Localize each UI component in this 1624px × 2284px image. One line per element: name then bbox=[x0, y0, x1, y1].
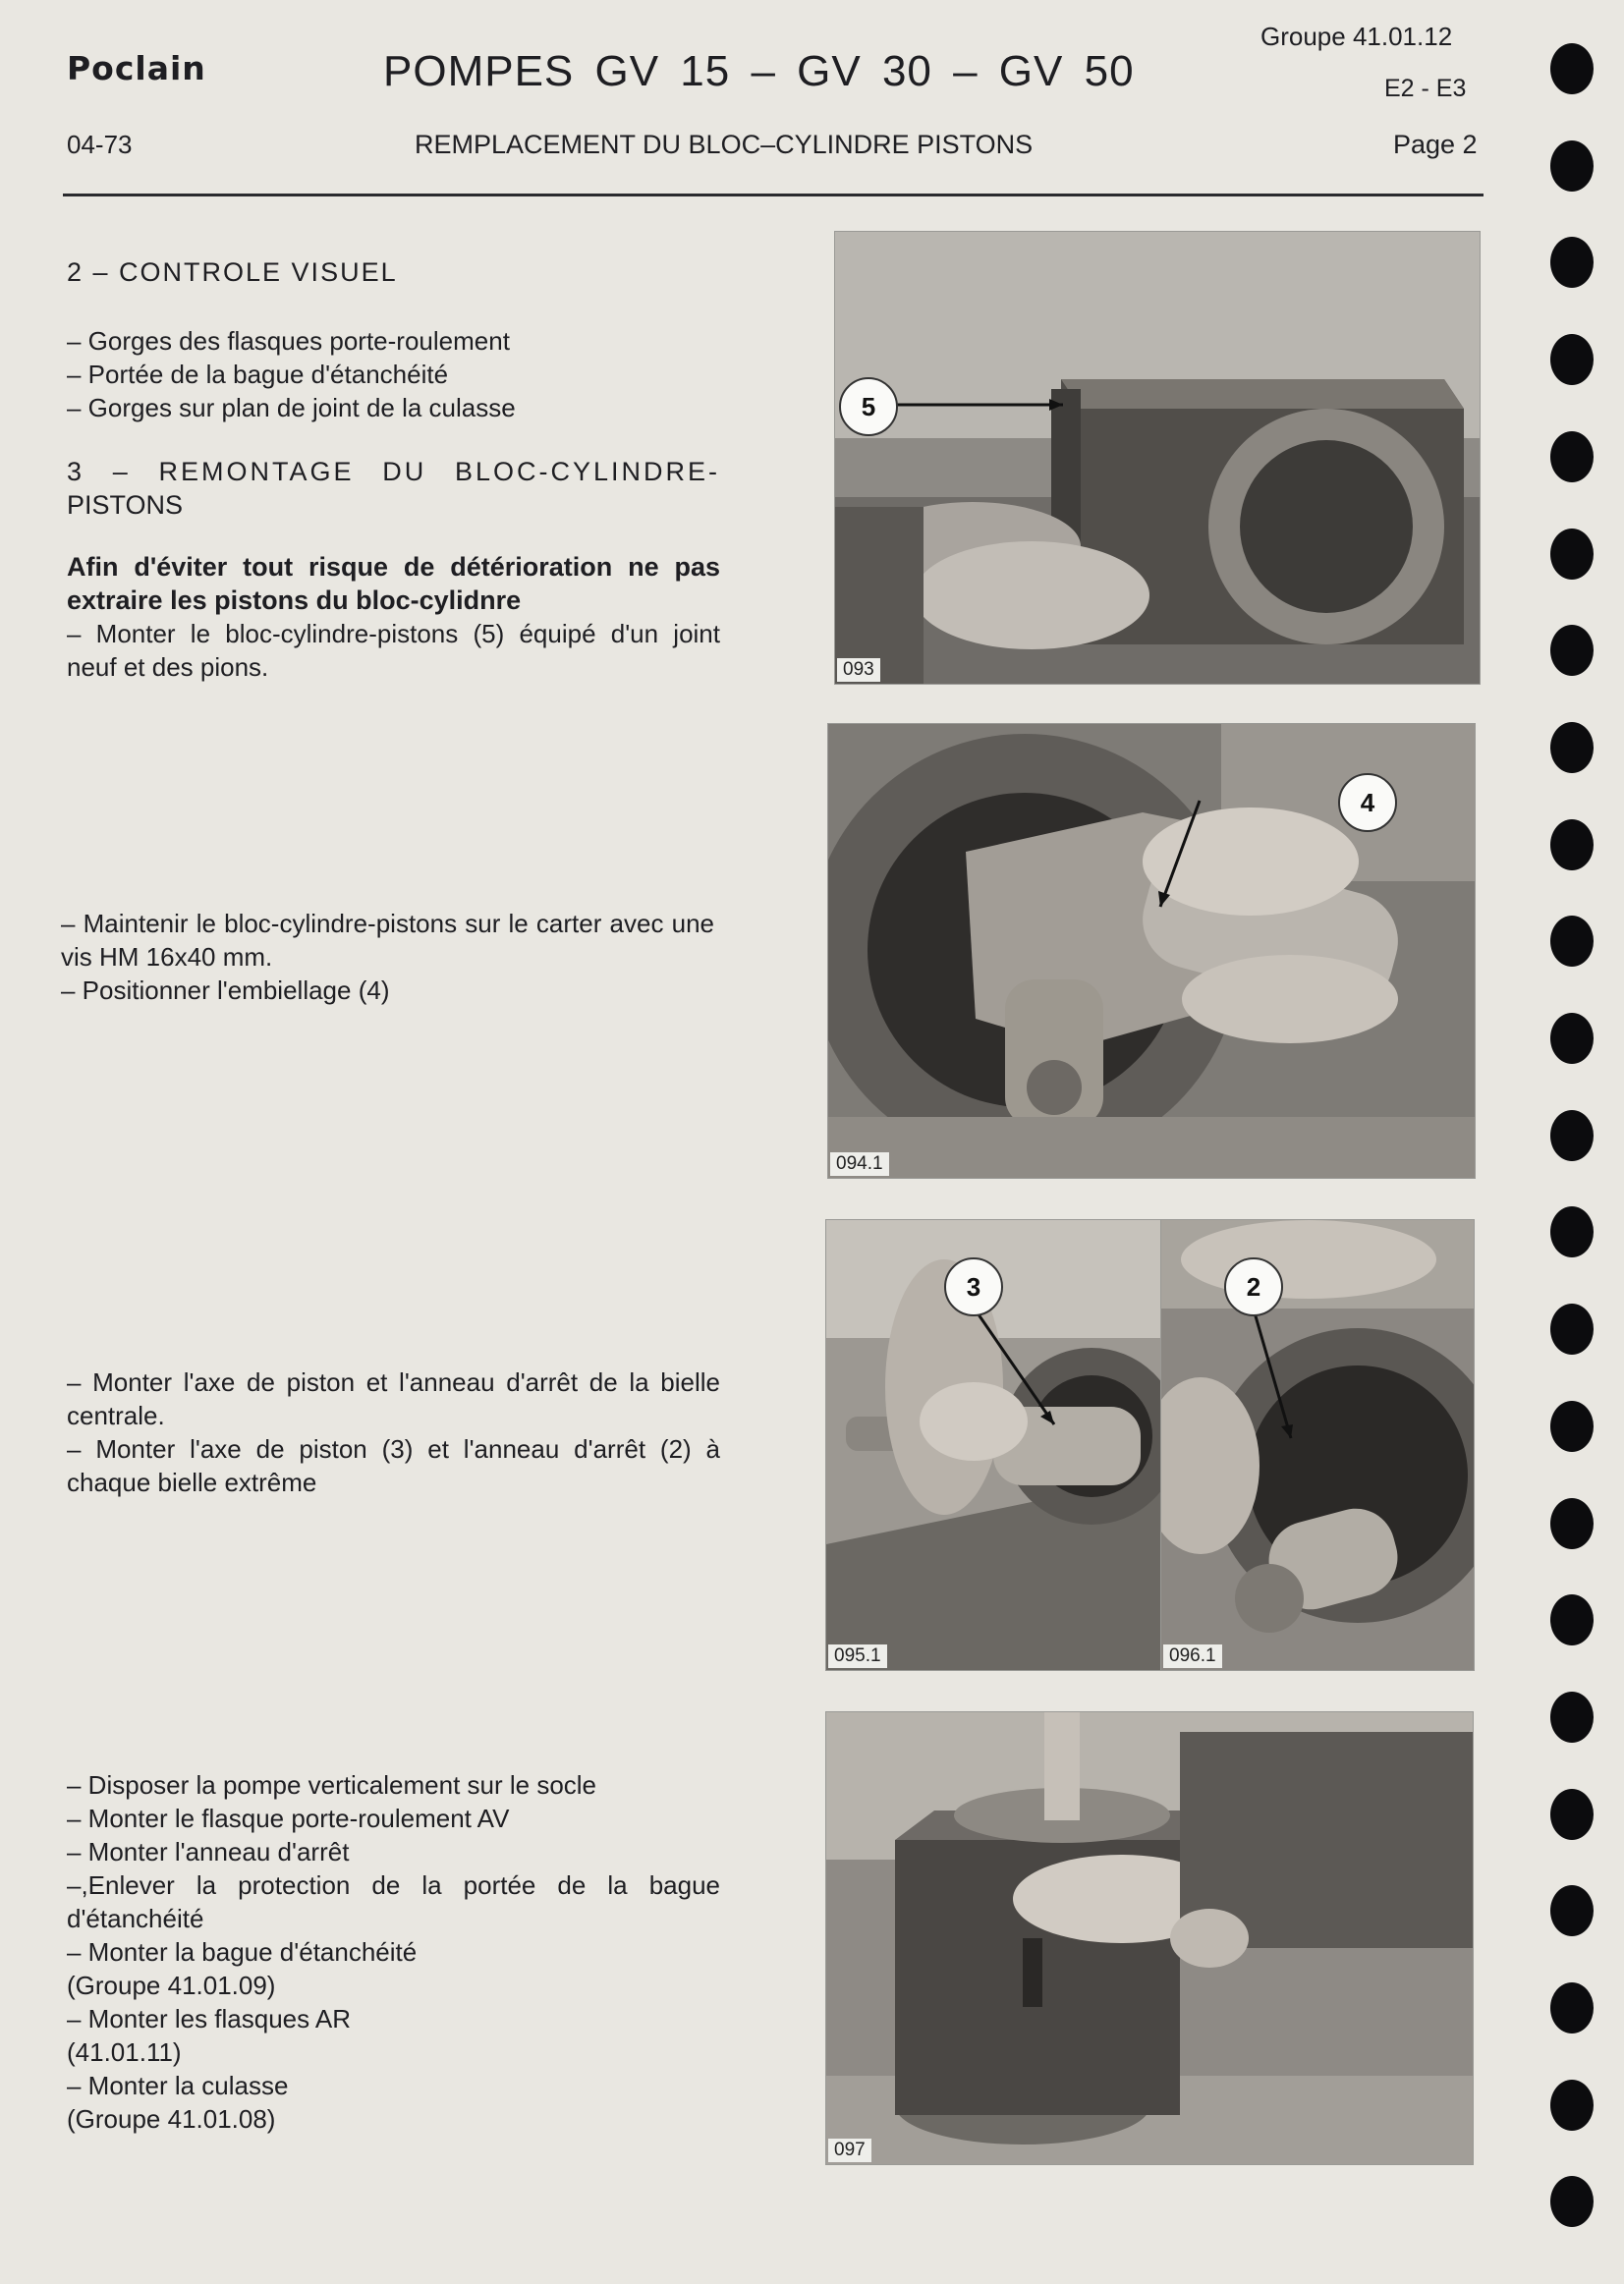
binding-hole bbox=[1550, 1789, 1594, 1840]
binding-hole bbox=[1550, 1110, 1594, 1161]
list-item: (Groupe 41.01.08) bbox=[67, 2104, 276, 2134]
binding-hole bbox=[1550, 2176, 1594, 2227]
document-title: POMPES GV 15 – GV 30 – GV 50 bbox=[383, 47, 1135, 95]
photo-code: 094.1 bbox=[830, 1152, 889, 1176]
binding-hole bbox=[1550, 1304, 1594, 1355]
instructions-block-3 bbox=[67, 1365, 720, 1499]
list-item: (Groupe 41.01.09) bbox=[67, 1971, 276, 2000]
list-item: – Gorges des flasques porte-roulement bbox=[67, 326, 510, 356]
binding-hole bbox=[1550, 1498, 1594, 1549]
document-date: 04-73 bbox=[67, 130, 133, 159]
photo-code: 097 bbox=[828, 2139, 871, 2162]
warning-text: Afin d'éviter tout risque de détérioration ne pas extraire les pistons du bloc-cylidnre bbox=[67, 552, 720, 615]
model-codes: E2 - E3 bbox=[1384, 75, 1467, 102]
photo-code: 096.1 bbox=[1163, 1644, 1222, 1668]
instructions-block-4 bbox=[67, 1768, 720, 2136]
binding-hole bbox=[1550, 1692, 1594, 1743]
callout-4: 4 bbox=[1338, 773, 1397, 832]
section-3-title-line2: PISTONS bbox=[67, 490, 184, 520]
binding-hole bbox=[1550, 1594, 1594, 1645]
photo-094-1 bbox=[827, 723, 1476, 1179]
section-2-list bbox=[67, 324, 720, 424]
binding-hole bbox=[1550, 431, 1594, 482]
callout-5: 5 bbox=[839, 377, 898, 436]
list-item: – Gorges sur plan de joint de la culasse bbox=[67, 393, 516, 422]
list-item: – Maintenir le bloc-cylindre-pistons sur le carter avec une vis HM 16x40 mm. bbox=[61, 909, 714, 972]
binding-hole bbox=[1550, 1013, 1594, 1064]
callout-3: 3 bbox=[944, 1257, 1003, 1316]
list-item: – Portée de la bague d'étanchéité bbox=[67, 360, 449, 389]
binding-hole bbox=[1550, 237, 1594, 288]
list-item: –,Enlever la protection de la portée de la bague d'étanchéité bbox=[67, 1870, 720, 1933]
binding-hole bbox=[1550, 916, 1594, 967]
binding-hole bbox=[1550, 43, 1594, 94]
section-2-title: 2 – CONTROLE VISUEL bbox=[67, 257, 398, 287]
instructions-block-2 bbox=[61, 907, 714, 1007]
section-3-title-line1: 3 – REMONTAGE DU BLOC-CYLINDRE- bbox=[67, 457, 720, 486]
list-item: – Monter la bague d'étanchéité bbox=[67, 1937, 418, 1967]
list-item: – Disposer la pompe verticalement sur le socle bbox=[67, 1770, 597, 1800]
photo-093 bbox=[834, 231, 1481, 685]
photo-096-1 bbox=[1160, 1219, 1475, 1671]
binding-hole bbox=[1550, 1885, 1594, 1936]
photo-code: 095.1 bbox=[828, 1644, 887, 1668]
binding-hole bbox=[1550, 819, 1594, 870]
binding-hole bbox=[1550, 722, 1594, 773]
photo-095-1 bbox=[825, 1219, 1161, 1671]
list-item: – Monter l'axe de piston (3) et l'anneau d'arrêt (2) à chaque bielle extrême bbox=[67, 1434, 720, 1497]
list-item: – Positionner l'embiellage (4) bbox=[61, 975, 390, 1005]
binding-hole bbox=[1550, 1982, 1594, 2033]
list-item: – Monter le flasque porte-roulement AV bbox=[67, 1804, 510, 1833]
binding-hole bbox=[1550, 2080, 1594, 2131]
binding-hole bbox=[1550, 529, 1594, 580]
page-number: Page 2 bbox=[1393, 130, 1478, 159]
binding-hole bbox=[1550, 1401, 1594, 1452]
list-item: – Monter les flasques AR bbox=[67, 2004, 352, 2033]
photo-097 bbox=[825, 1711, 1474, 2165]
list-item: (41.01.11) bbox=[67, 2037, 182, 2067]
document-subtitle: REMPLACEMENT DU BLOC–CYLINDRE PISTONS bbox=[415, 130, 1034, 159]
binding-hole bbox=[1550, 1206, 1594, 1257]
poclain-logo: Poclain bbox=[67, 49, 206, 87]
list-item: – Monter l'anneau d'arrêt bbox=[67, 1837, 350, 1866]
list-item: – Monter la culasse bbox=[67, 2071, 289, 2100]
binding-hole bbox=[1550, 334, 1594, 385]
list-item: – Monter l'axe de piston et l'anneau d'arrêt de la bielle centrale. bbox=[67, 1367, 720, 1430]
step-mount-block: – Monter le bloc-cylindre-pistons (5) équipé d'un joint neuf et des pions. bbox=[67, 619, 720, 682]
header-divider bbox=[63, 194, 1484, 196]
callout-2: 2 bbox=[1224, 1257, 1283, 1316]
photo-code: 093 bbox=[837, 658, 880, 682]
group-reference: Groupe 41.01.12 bbox=[1260, 22, 1453, 51]
binding-hole bbox=[1550, 625, 1594, 676]
binding-hole bbox=[1550, 140, 1594, 192]
